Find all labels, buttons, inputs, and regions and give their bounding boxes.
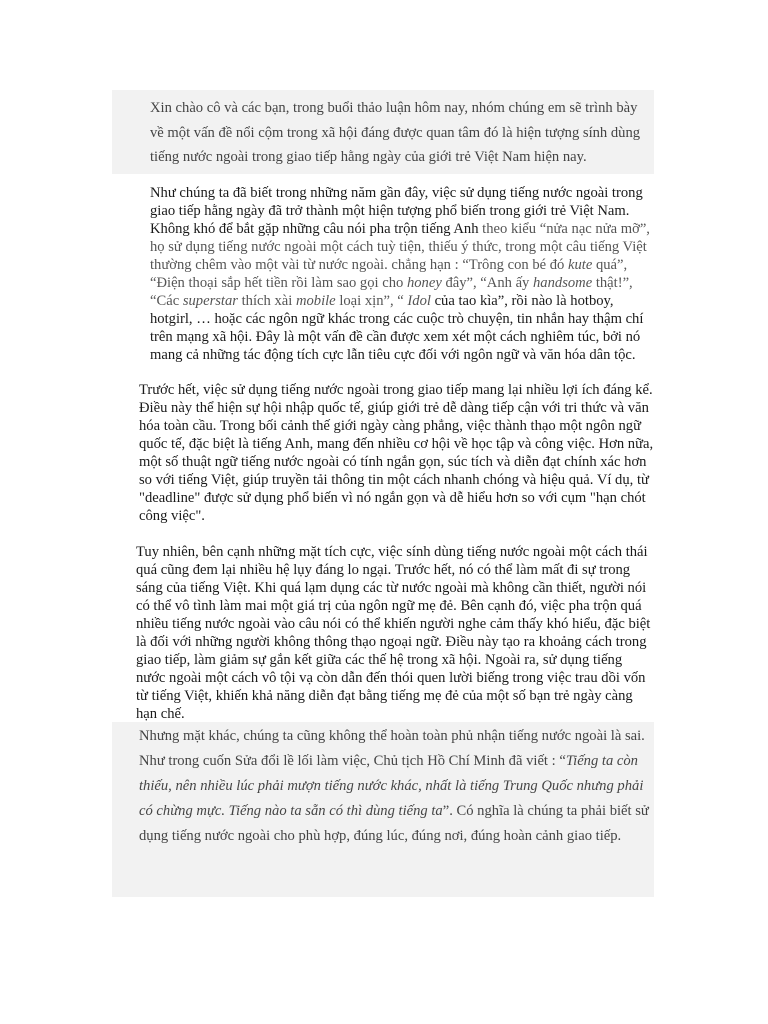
- context-text-part-b: theo kiểu “nửa nạc nửa mỡ”, họ sử dụng tiếng nước ngoài một cách tuỳ tiện, thiếu ý thức, trong một câu tiếng Việt thường chêm vào một vài từ nước ngoài. chẳng hạn : “Trông con bé đó: [150, 221, 650, 273]
- context-text-part-d: đây”, “Anh ấy: [441, 275, 533, 291]
- benefits-paragraph-text: Trước hết, việc sử dụng tiếng nước ngoài trong giao tiếp mang lại nhiều lợi ích đáng kể. Điều này thể hiện sự hội nhập quốc tế, giúp giới trẻ dễ dàng tiếp cận với tri thức và văn hóa toàn cầu. Trong bối cảnh thế giới ngày càng phẳng, việc thành thạo một ngôn ngữ quốc tế, đặc biệt là tiếng Anh, mang đến nhiều cơ hội về học tập và công việc. Hơn nữa, một số thuật ngữ tiếng nước ngoài có tính ngắn gọn, súc tích và diễn đạt chính xác hơn so với tiếng Việt, giúp truyền tải thông tin một cách nhanh chóng và hiệu quả. Ví dụ, từ "deadline" được sử dụng phổ biến vì nó ngắn gọn và dễ hiểu hơn so với cụm "hạn chót công việc".: [139, 382, 654, 524]
- conclusion-text-part-b: ”. Có nghĩa là chúng ta phải biết sử dụng tiếng nước ngoài cho phù hợp, đúng lúc, đúng nơi, đúng hoàn cảnh giao tiếp.: [139, 803, 649, 844]
- drawbacks-paragraph: [112, 543, 654, 723]
- conclusion-text-part-a: Nhưng mặt khác, chúng ta cũng không thể hoàn toàn phủ nhận tiếng nước ngoài là sai. Như trong cuốn Sửa đổi lề lối làm việc, Chủ tịch Hồ Chí Minh đã viết : “: [139, 728, 645, 769]
- context-text-part-h: của tao kìa”, rồi nào là hotboy, hotgirl, … hoặc các ngôn ngữ khác trong các cuộc trò chuyện, tin nhắn hay thậm chí trên mạng xã hội. Đây là một vấn đề cần được xem xét một cách nghiêm túc, bởi nó mang cả những tác động tích cực lẫn tiêu cực đối với ngôn ngữ và văn hóa dân tộc.: [150, 293, 644, 363]
- ho-chi-minh-quote: Tiếng ta còn thiếu, nên nhiều lúc phải mượn tiếng nước khác, nhất là tiếng Trung Quốc nhưng phải có chừng mực. Tiếng nào ta sẵn có thì dùng tiếng ta: [139, 753, 644, 819]
- context-text-part-g: loại xịn”, “: [335, 293, 408, 309]
- context-paragraph-text: [112, 184, 654, 364]
- context-text-part-a: Như chúng ta đã biết trong những năm gần đây, việc sử dụng tiếng nước ngoài trong giao tiếp hằng ngày đã trở thành một hiện tượng phổ biến trong giới trẻ Việt Nam. Không khó để bắt gặp những câu nói pha trộn tiếng Anh: [150, 185, 643, 237]
- drawbacks-paragraph-text: Tuy nhiên, bên cạnh những mặt tích cực, việc sính dùng tiếng nước ngoài một cách thái quá cũng đem lại nhiều hệ lụy đáng lo ngại. Trước hết, nó có thể làm mất đi sự trong sáng của tiếng Việt. Khi quá lạm dụng các từ nước ngoài mà không cần thiết, người nói có thể vô tình làm mai một giá trị của ngôn ngữ mẹ đẻ. Bên cạnh đó, việc pha trộn quá nhiều tiếng nước ngoài vào câu nói có thể khiến người nghe cảm thấy khó hiểu, đặc biệt là đối với những người không thông thạo ngoại ngữ. Điều này tạo ra khoảng cách trong giao tiếp, làm giảm sự gắn kết giữa các thế hệ trong xã hội. Ngoài ra, sử dụng tiếng nước ngoài một cách vô tội vạ còn dẫn đến thói quen lười biếng trong việc trau dồi vốn từ tiếng Việt, khiến khả năng diễn đạt bằng tiếng mẹ đẻ của một số bạn trẻ ngày càng hạn chế.: [136, 544, 651, 722]
- benefits-paragraph: [112, 381, 654, 525]
- example-word-superstar: superstar: [182, 293, 238, 309]
- example-word-kute: kute: [567, 257, 593, 273]
- example-word-honey: honey: [406, 275, 442, 291]
- intro-paragraph: [112, 90, 654, 174]
- context-paragraph: [112, 184, 654, 364]
- example-word-handsome: handsome: [533, 275, 593, 291]
- context-text-part-e: thật!”, “Các: [150, 275, 633, 309]
- context-text-part-c: quá”, “Điện thoại sắp hết tiền rồi làm sao gọi cho: [150, 257, 628, 291]
- example-word-idol: Idol: [407, 293, 431, 309]
- conclusion-paragraph-text: [112, 724, 654, 849]
- intro-paragraph-text: Xin chào cô và các bạn, trong buổi thảo luận hôm nay, nhóm chúng em sẽ trình bày về một vấn đề nổi cộm trong xã hội đáng được quan tâm đó là hiện tượng sính dùng tiếng nước ngoài trong giao tiếp hằng ngày của giới trẻ Việt Nam hiện nay.: [150, 100, 641, 165]
- context-text-part-f: thích xài: [237, 293, 296, 309]
- conclusion-paragraph: [112, 722, 654, 897]
- example-word-mobile: mobile: [295, 293, 336, 309]
